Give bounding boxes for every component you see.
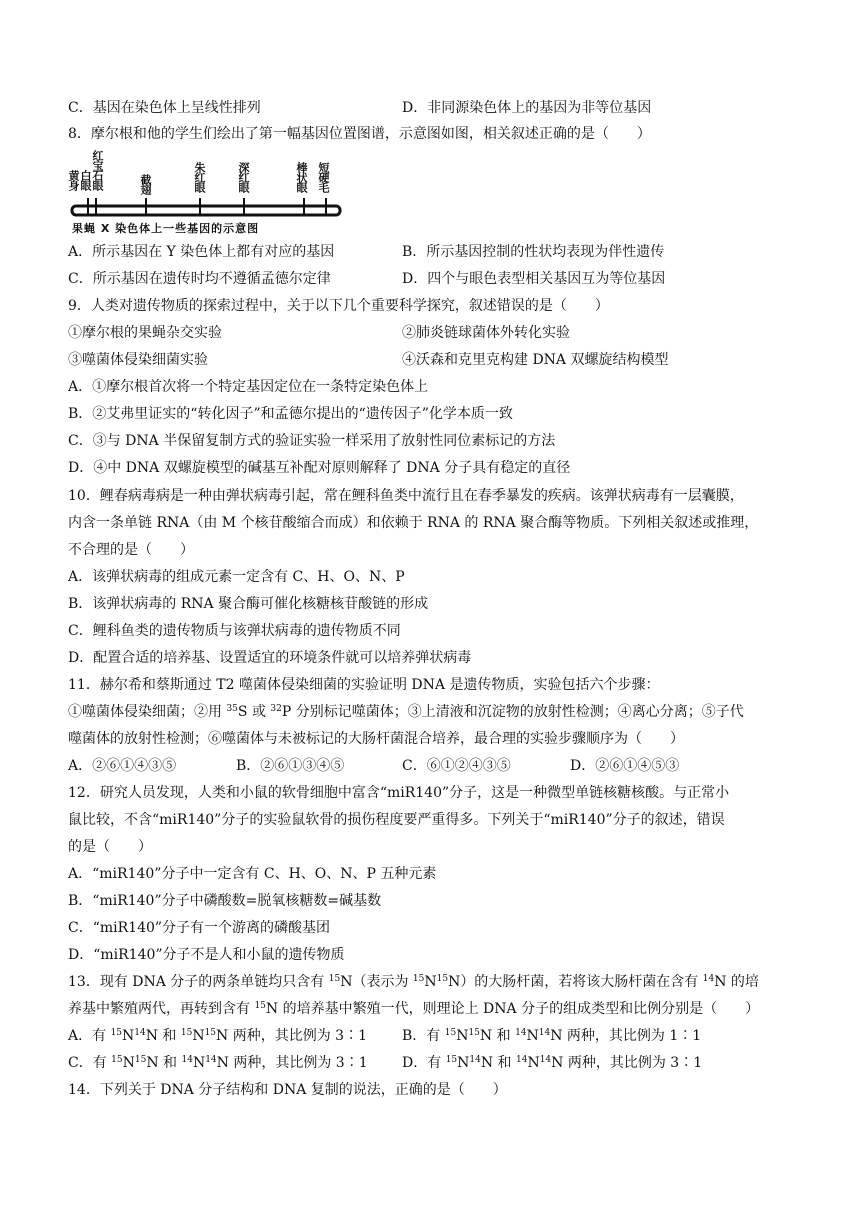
q9-item-1: ①摩尔根的果蝇杂交实验 bbox=[68, 325, 222, 341]
q13-text: 13．现有 DNA 分子的两条单链均只含有 bbox=[68, 974, 329, 990]
isotope-35: 35 bbox=[226, 704, 238, 714]
isotope-15: 15 bbox=[444, 1028, 457, 1038]
q11-text: P 分别标记噬菌体；③上清液和沉淀物的放射性检测；④离心分离；⑤子代 bbox=[281, 704, 744, 720]
q11-stem-line2 bbox=[68, 702, 798, 722]
q9-option-a: A．①摩尔根首次将一个特定基因定位在一条特定染色体上 bbox=[68, 379, 429, 395]
isotope-15: 15 bbox=[328, 974, 341, 984]
q13-option-b bbox=[402, 1026, 701, 1046]
opt-text: 和 bbox=[158, 1055, 182, 1071]
q9-option-d: D．④中 DNA 双螺旋模型的碱基互补配对原则解释了 DNA 分子具有稳定的直径 bbox=[68, 460, 571, 476]
q13-text: N（表示为 bbox=[340, 974, 413, 990]
isotope-14: 14 bbox=[539, 1055, 552, 1065]
q13-text: N）的大肠杆菌，若将该大肠杆菌在含有 bbox=[448, 974, 703, 990]
q10-option-d: D．配置合适的培养基、设置适宜的环境条件就可以培养弹状病毒 bbox=[68, 650, 472, 666]
isotope-14: 14 bbox=[516, 1055, 528, 1065]
element-n: N bbox=[216, 1055, 229, 1071]
q13-stem-line2 bbox=[68, 999, 798, 1019]
q11-option-a: A．②⑥①④③⑤ bbox=[68, 758, 177, 774]
isotope-15: 15 bbox=[445, 1055, 458, 1065]
q9-item-3: ③噬菌体侵染细菌实验 bbox=[68, 352, 208, 368]
isotope-15: 15 bbox=[204, 1028, 217, 1038]
element-n: N bbox=[192, 1055, 206, 1071]
element-n: N bbox=[192, 1028, 205, 1044]
q9-item-2: ②肺炎链球菌体外转化实验 bbox=[402, 325, 570, 341]
element-n: N bbox=[457, 1055, 470, 1071]
q13-text: N 的培养基中繁殖一代，则理论上 DNA 分子的组成类型和比例分别是（ ） bbox=[265, 1001, 760, 1017]
q7-option-d: D．非同源染色体上的基因为非等位基因 bbox=[402, 100, 652, 116]
q8-stem: 8．摩尔根和他的学生们绘出了第一幅基因位置图谱，示意图如图，相关叙述正确的是（ ） bbox=[68, 126, 651, 142]
q8-option-b: B．所示基因控制的性状均表现为伴性遗传 bbox=[402, 244, 665, 260]
opt-text: 和 bbox=[492, 1028, 516, 1044]
q10-option-a: A．该弹状病毒的组成元素一定含有 C、H、O、N、P bbox=[68, 569, 405, 585]
q13-option-d bbox=[402, 1053, 702, 1073]
isotope-15: 15 bbox=[254, 1001, 266, 1011]
isotope-15: 15 bbox=[110, 1028, 123, 1038]
q12-stem-line3: 的是（ ） bbox=[68, 839, 152, 855]
isotope-14: 14 bbox=[134, 1028, 146, 1038]
isotope-14: 14 bbox=[702, 974, 715, 984]
isotope-14: 14 bbox=[205, 1055, 217, 1065]
gene-label-bar-eye: 棒状眼 bbox=[295, 162, 308, 192]
q13-text: N 的培 bbox=[714, 974, 759, 990]
opt-text: 两种，其比例为 3∶1 bbox=[563, 1055, 703, 1071]
q11-stem-line3: 噬菌体的放射性检测；⑥噬菌体与未被标记的大肠杆菌混合培养，最合理的实验步骤顺序为（ ） bbox=[68, 731, 684, 747]
isotope-14: 14 bbox=[469, 1055, 481, 1065]
isotope-32: 32 bbox=[270, 704, 282, 714]
opt-text: D．有 bbox=[402, 1055, 446, 1071]
gene-label-carmine-eye: 深红眼 bbox=[237, 162, 250, 192]
q10-stem-line3: 不合理的是（ ） bbox=[68, 542, 194, 558]
element-n: N bbox=[146, 1055, 159, 1071]
chromosome-gene-map-figure bbox=[68, 150, 348, 236]
q11-text: ①噬菌体侵染细菌；②用 bbox=[68, 704, 227, 720]
element-n: N bbox=[550, 1028, 563, 1044]
element-n: N bbox=[480, 1055, 494, 1071]
element-n: N bbox=[456, 1028, 469, 1044]
gene-label-white-eye: 白眼 bbox=[79, 170, 92, 190]
q8-option-a: A．所示基因在 Y 染色体上都有对应的基因 bbox=[68, 244, 335, 260]
q7-option-c: C．基因在染色体上呈线性排列 bbox=[68, 100, 261, 116]
q10-stem-line1: 10．鲤春病毒病是一种由弹状病毒引起，常在鲤科鱼类中流行且在春季暴发的疾病。该弹状病毒有一层囊膜， bbox=[68, 488, 744, 504]
q10-option-c: C．鲤科鱼类的遗传物质与该弹状病毒的遗传物质不同 bbox=[68, 623, 401, 639]
q13-text: 养基中繁殖两代，再转到含有 bbox=[68, 1001, 255, 1017]
isotope-14: 14 bbox=[181, 1055, 193, 1065]
isotope-14: 14 bbox=[515, 1028, 527, 1038]
opt-text: 和 bbox=[493, 1055, 516, 1071]
opt-text: 两种，其比例为 3∶1 bbox=[228, 1028, 367, 1044]
q12-option-b: B．“miR140”分子中磷酸数=脱氧核糖数=碱基数 bbox=[68, 893, 382, 909]
q12-option-a: A．“miR140”分子中一定含有 C、H、O、N、P 五种元素 bbox=[68, 866, 437, 882]
gene-label-vermilion-eye: 朱红眼 bbox=[193, 162, 206, 192]
gene-label-ruby-eye: 红宝石眼 bbox=[91, 150, 104, 190]
element-n: N bbox=[527, 1055, 540, 1071]
q11-text: S 或 bbox=[237, 704, 271, 720]
figure-caption: 果蝇 X 染色体上一些基因的示意图 bbox=[72, 222, 260, 235]
q10-stem-line2: 内含一条单链 RNA（由 M 个核苷酸缩合而成）和依赖于 RNA 的 RNA 聚合酶等物质。下列相关叙述或推理， bbox=[68, 515, 759, 531]
q14-stem: 14．下列关于 DNA 分子结构和 DNA 复制的说法，正确的是（ ） bbox=[68, 1082, 507, 1098]
q11-option-c: C．⑥①②④③⑤ bbox=[402, 758, 511, 774]
isotope-15: 15 bbox=[134, 1055, 147, 1065]
q9-option-b: B．②艾弗里证实的“转化因子”和孟德尔提出的“遗传因子”化学本质一致 bbox=[68, 406, 513, 422]
element-n: N bbox=[145, 1028, 158, 1044]
element-n: N bbox=[551, 1055, 564, 1071]
opt-text: C．有 bbox=[68, 1055, 112, 1071]
q10-option-b: B．该弹状病毒的 RNA 聚合酶可催化核糖核苷酸链的形成 bbox=[68, 596, 429, 612]
isotope-15: 15 bbox=[468, 1028, 480, 1038]
isotope-14: 14 bbox=[538, 1028, 551, 1038]
element-n: N bbox=[479, 1028, 493, 1044]
q9-stem: 9．人类对遗传物质的探索过程中，关于以下几个重要科学探究，叙述错误的是（ ） bbox=[68, 298, 609, 314]
element-n: N bbox=[216, 1028, 229, 1044]
q12-stem-line2: 鼠比较，不含“miR140”分子的实验鼠软骨的损伤程度要严重得多。下列关于“miR140”分子的叙述，错误 bbox=[68, 812, 725, 828]
opt-text: 两种，其比例为 1∶1 bbox=[562, 1028, 702, 1044]
element-n: N bbox=[122, 1055, 135, 1071]
q11-stem-line1: 11．赫尔希和蔡斯通过 T2 噬菌体侵染细菌的实验证明 DNA 是遗传物质，实验包括六个步骤： bbox=[68, 677, 660, 693]
q8-option-d: D．四个与眼色表型相关基因互为等位基因 bbox=[402, 271, 666, 287]
gene-label-bobbed-bristle: 短硬毛 bbox=[317, 162, 330, 192]
q13-option-c bbox=[68, 1053, 368, 1073]
q9-item-4: ④沃森和克里克构建 DNA 双螺旋结构模型 bbox=[402, 352, 669, 368]
q12-stem-line1: 12．研究人员发现，人类和小鼠的软骨细胞中富含“miR140”分子，这是一种微型单链核糖核酸。与正常小 bbox=[68, 785, 730, 801]
q9-option-c: C．③与 DNA 半保留复制方式的验证实验一样采用了放射性同位素标记的方法 bbox=[68, 433, 556, 449]
opt-text: 两种，其比例为 3∶1 bbox=[228, 1055, 368, 1071]
isotope-15: 15 bbox=[412, 974, 425, 984]
q8-option-c: C．所示基因在遗传时均不遵循孟德尔定律 bbox=[68, 271, 331, 287]
element-n: N bbox=[122, 1028, 135, 1044]
opt-text: 和 bbox=[157, 1028, 181, 1044]
opt-text: A．有 bbox=[68, 1028, 111, 1044]
gene-label-cut-wing: 截翅 bbox=[139, 174, 152, 194]
q13-text: N bbox=[424, 974, 437, 990]
q12-option-d: D．“miR140”分子不是人和小鼠的遗传物质 bbox=[68, 947, 345, 963]
isotope-15: 15 bbox=[180, 1028, 193, 1038]
isotope-15: 15 bbox=[436, 974, 449, 984]
isotope-15: 15 bbox=[111, 1055, 123, 1065]
q13-option-a bbox=[68, 1026, 367, 1046]
q11-option-b: B．②⑥①③④⑤ bbox=[236, 758, 345, 774]
q12-option-c: C．“miR140”分子有一个游离的磷酸基团 bbox=[68, 920, 331, 936]
opt-text: B．有 bbox=[402, 1028, 445, 1044]
q13-stem-line1 bbox=[68, 972, 798, 992]
q11-option-d: D．②⑥①④⑤③ bbox=[570, 758, 680, 774]
element-n: N bbox=[526, 1028, 539, 1044]
gene-label-yellow-body: 黄身 bbox=[67, 170, 80, 190]
